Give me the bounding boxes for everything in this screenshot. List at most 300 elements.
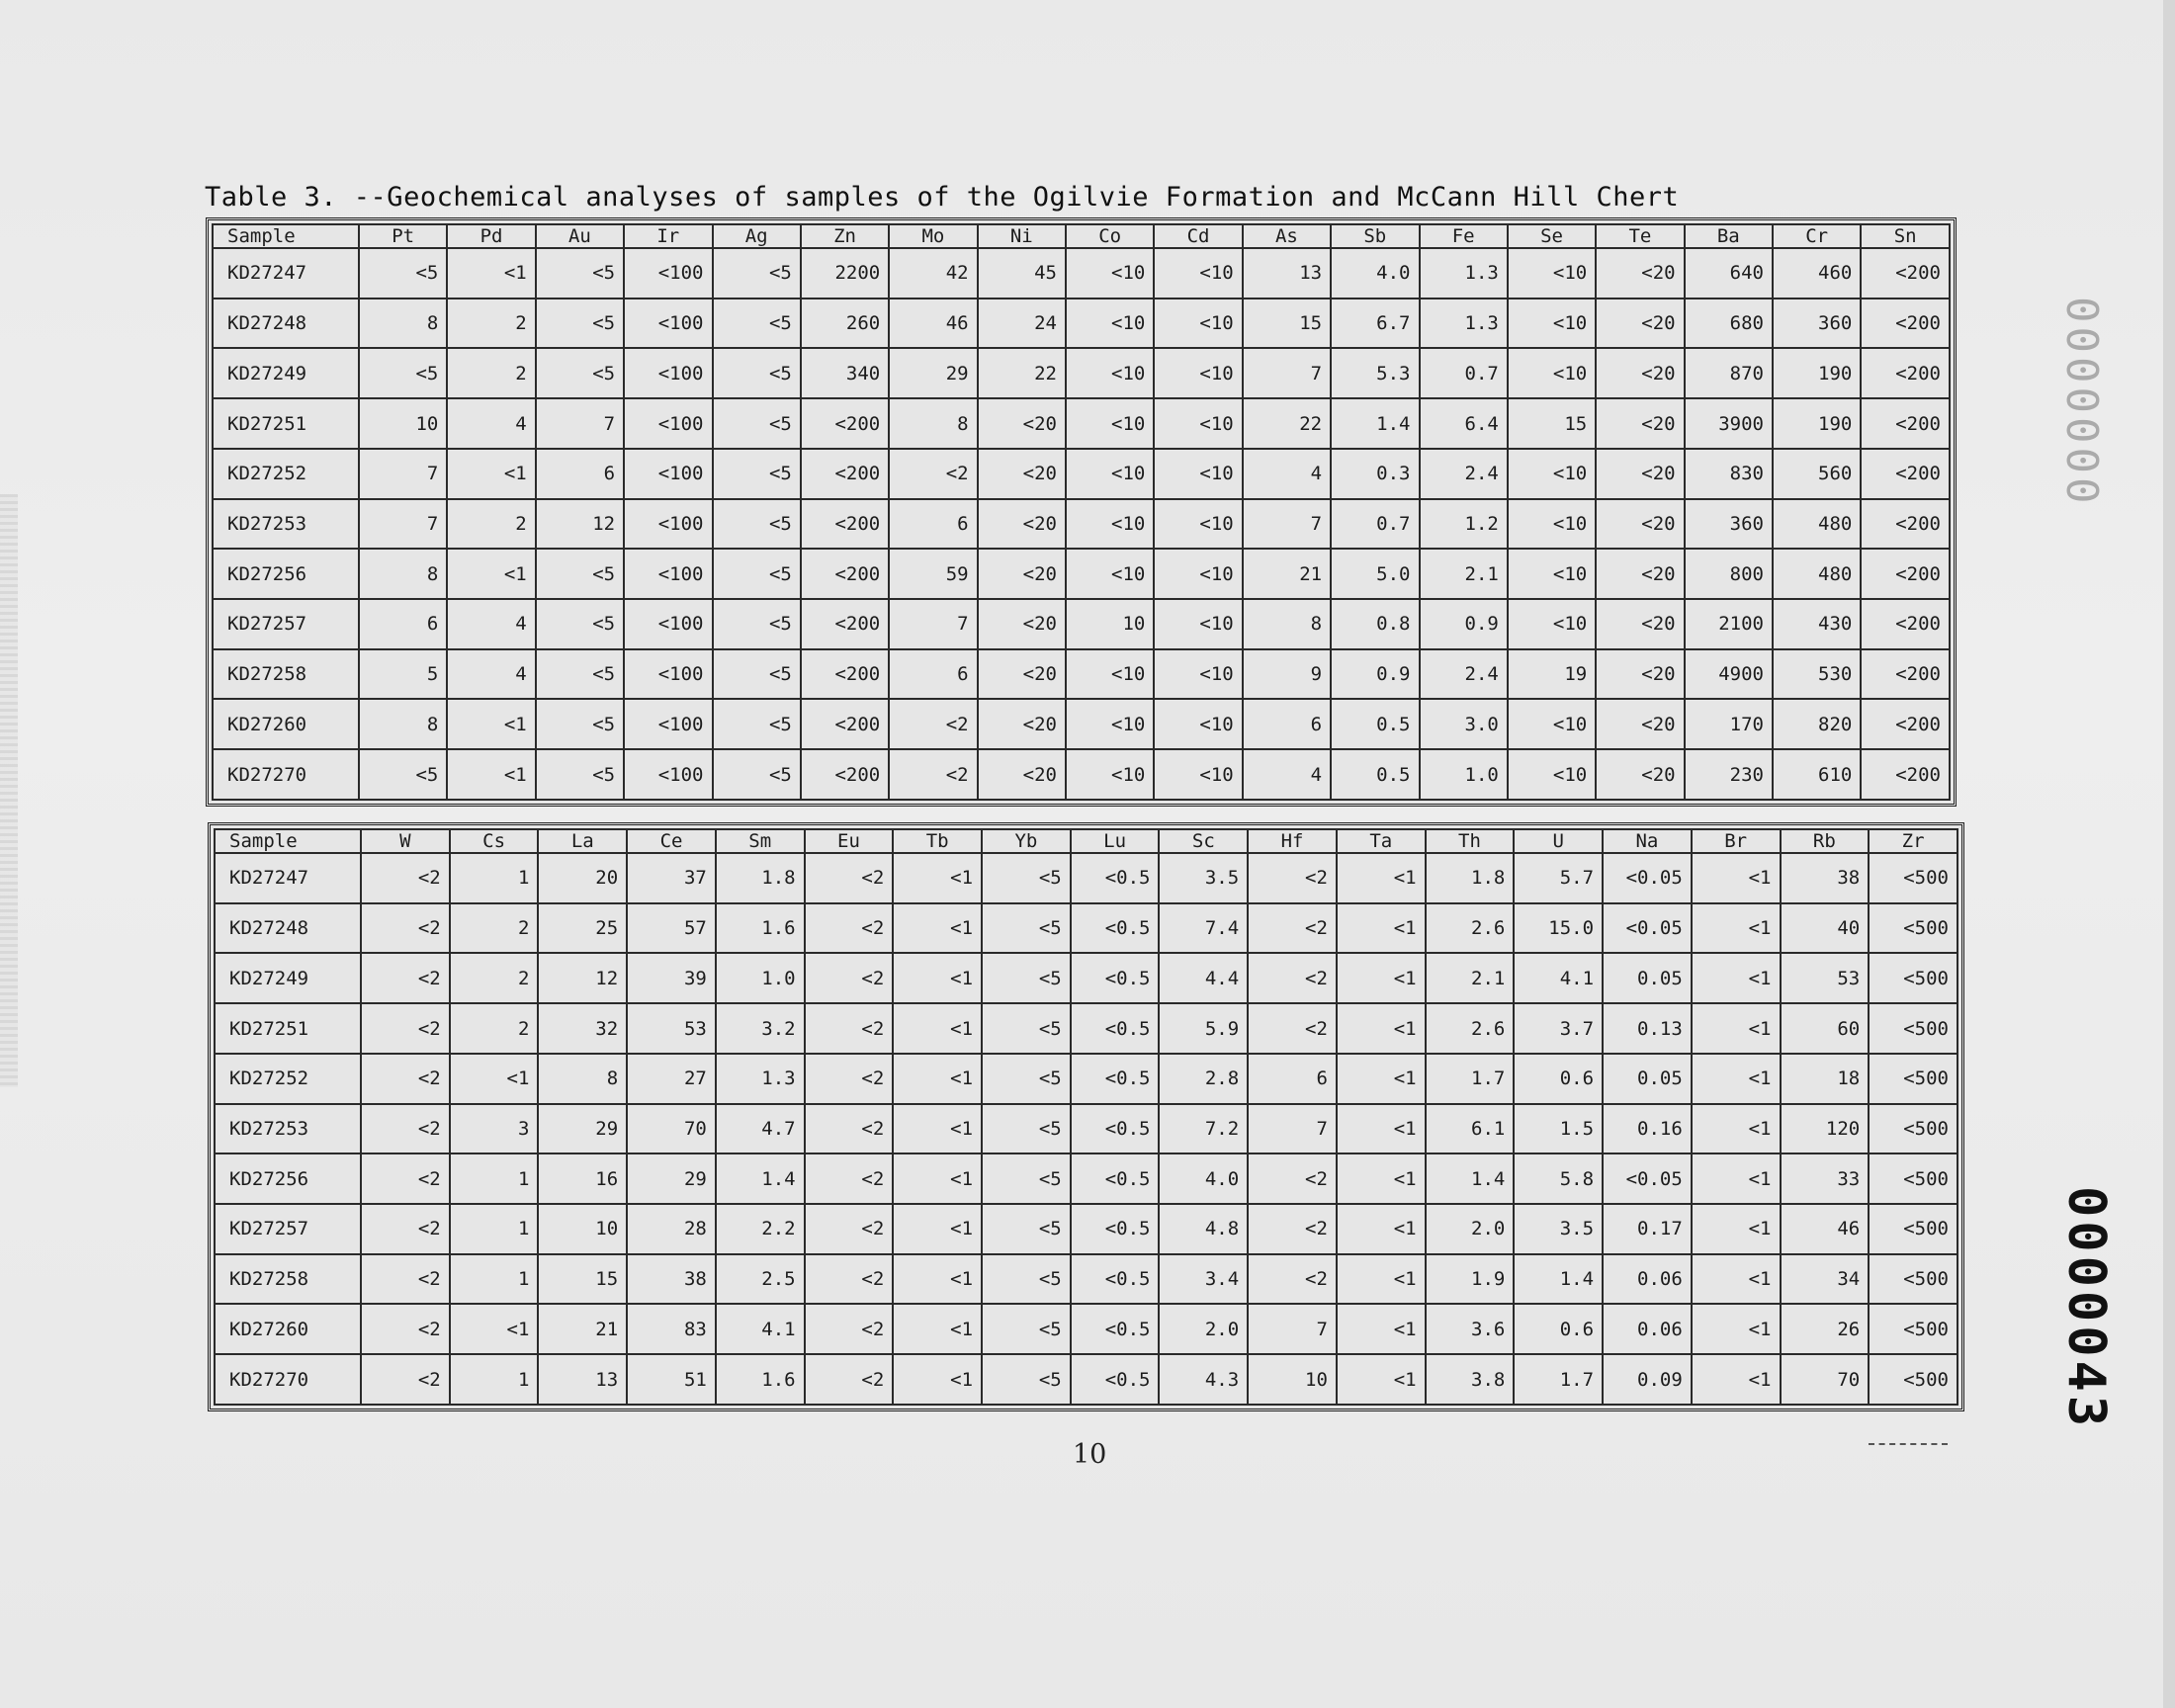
value-cell: <5 <box>982 853 1071 903</box>
value-cell: <200 <box>1861 599 1950 649</box>
value-cell: 530 <box>1773 649 1861 700</box>
column-header: Sample <box>215 829 361 853</box>
value-cell: <10 <box>1066 348 1154 398</box>
value-cell: <1 <box>1337 1254 1426 1305</box>
value-cell: 1 <box>450 1153 539 1204</box>
table-row <box>213 299 1950 349</box>
value-cell: <10 <box>1508 599 1596 649</box>
value-cell: 6 <box>359 599 447 649</box>
value-cell: 22 <box>978 348 1066 398</box>
value-cell: 7 <box>1248 1104 1337 1154</box>
value-cell: 7.2 <box>1159 1104 1248 1154</box>
value-cell: <1 <box>893 1054 982 1104</box>
value-cell: <5 <box>536 549 624 599</box>
table-row <box>213 749 1950 800</box>
column-header: Lu <box>1071 829 1160 853</box>
value-cell: <500 <box>1869 1354 1958 1405</box>
scan-edge-left <box>0 494 18 1087</box>
value-cell: <10 <box>1154 449 1242 499</box>
table-row <box>215 1003 1958 1054</box>
value-cell: 24 <box>978 299 1066 349</box>
value-cell: 15 <box>1243 299 1331 349</box>
value-cell: 2.1 <box>1426 953 1515 1003</box>
value-cell: <10 <box>1154 749 1242 800</box>
value-cell: <10 <box>1154 499 1242 550</box>
value-cell: <2 <box>361 1204 450 1254</box>
value-cell: 4 <box>447 599 535 649</box>
table-body <box>215 853 1958 1405</box>
value-cell: 2.2 <box>716 1204 805 1254</box>
value-cell: 6 <box>1248 1054 1337 1104</box>
sample-id-cell: KD27270 <box>215 1354 361 1405</box>
value-cell: <1 <box>1692 903 1781 954</box>
sample-id-cell: KD27258 <box>213 649 359 700</box>
value-cell: <2 <box>361 853 450 903</box>
value-cell: 83 <box>627 1304 716 1354</box>
archive-stamp: 0000043 <box>2056 1186 2116 1431</box>
value-cell: <20 <box>978 499 1066 550</box>
value-cell: 2.5 <box>716 1254 805 1305</box>
value-cell: <5 <box>982 1354 1071 1405</box>
column-header: Eu <box>805 829 894 853</box>
value-cell: <2 <box>805 1003 894 1054</box>
column-header: La <box>538 829 627 853</box>
column-header: Cr <box>1773 224 1861 248</box>
value-cell: 360 <box>1685 499 1773 550</box>
sample-id-cell: KD27253 <box>213 499 359 550</box>
value-cell: 340 <box>801 348 889 398</box>
column-header: Ta <box>1337 829 1426 853</box>
column-header: Na <box>1603 829 1692 853</box>
value-cell: 29 <box>538 1104 627 1154</box>
table-row <box>215 1104 1958 1154</box>
value-cell: 21 <box>1243 549 1331 599</box>
value-cell: 5.8 <box>1514 1153 1603 1204</box>
value-cell: <5 <box>982 1003 1071 1054</box>
value-cell: 51 <box>627 1354 716 1405</box>
value-cell: <5 <box>982 903 1071 954</box>
sample-id-cell: KD27249 <box>215 953 361 1003</box>
value-cell: <10 <box>1508 549 1596 599</box>
value-cell: 1.7 <box>1426 1054 1515 1104</box>
value-cell: 0.13 <box>1603 1003 1692 1054</box>
value-cell: 37 <box>627 853 716 903</box>
value-cell: <2 <box>1248 1153 1337 1204</box>
table-row <box>215 1054 1958 1104</box>
value-cell: <2 <box>889 449 977 499</box>
table-row <box>213 599 1950 649</box>
value-cell: <20 <box>978 549 1066 599</box>
value-cell: <5 <box>982 1153 1071 1204</box>
value-cell: <0.5 <box>1071 1354 1160 1405</box>
table-row <box>215 903 1958 954</box>
value-cell: 3.6 <box>1426 1304 1515 1354</box>
value-cell: 3 <box>450 1104 539 1154</box>
value-cell: 10 <box>538 1204 627 1254</box>
value-cell: <1 <box>447 449 535 499</box>
value-cell: <2 <box>889 699 977 749</box>
value-cell: 46 <box>889 299 977 349</box>
value-cell: 0.6 <box>1514 1304 1603 1354</box>
value-cell: <200 <box>1861 299 1950 349</box>
table-row <box>213 398 1950 449</box>
value-cell: <10 <box>1066 299 1154 349</box>
value-cell: 20 <box>538 853 627 903</box>
value-cell: <5 <box>359 248 447 299</box>
value-cell: <200 <box>801 649 889 700</box>
archive-stamp-faint: 0000000 <box>2056 297 2107 508</box>
table-row <box>213 248 1950 299</box>
value-cell: <2 <box>1248 853 1337 903</box>
value-cell: 2 <box>447 348 535 398</box>
value-cell: <5 <box>536 299 624 349</box>
value-cell: <0.05 <box>1603 853 1692 903</box>
value-cell: 4 <box>1243 449 1331 499</box>
value-cell: 18 <box>1781 1054 1870 1104</box>
value-cell: 430 <box>1773 599 1861 649</box>
column-header: Ce <box>627 829 716 853</box>
value-cell: <1 <box>1337 1304 1426 1354</box>
value-cell: 0.5 <box>1331 699 1419 749</box>
value-cell: 29 <box>889 348 977 398</box>
value-cell: 57 <box>627 903 716 954</box>
value-cell: <2 <box>1248 1254 1337 1305</box>
value-cell: 5.7 <box>1514 853 1603 903</box>
value-cell: 460 <box>1773 248 1861 299</box>
value-cell: <500 <box>1869 953 1958 1003</box>
value-cell: 4900 <box>1685 649 1773 700</box>
value-cell: <1 <box>1337 953 1426 1003</box>
value-cell: <10 <box>1508 449 1596 499</box>
value-cell: 6.7 <box>1331 299 1419 349</box>
table-row <box>213 699 1950 749</box>
column-header: U <box>1514 829 1603 853</box>
value-cell: 1.6 <box>716 1354 805 1405</box>
value-cell: <2 <box>805 953 894 1003</box>
value-cell: <20 <box>978 699 1066 749</box>
value-cell: <5 <box>713 398 801 449</box>
value-cell: <20 <box>978 398 1066 449</box>
value-cell: 480 <box>1773 549 1861 599</box>
value-cell: 1.8 <box>1426 853 1515 903</box>
value-cell: <10 <box>1066 248 1154 299</box>
value-cell: 28 <box>627 1204 716 1254</box>
value-cell: 5.3 <box>1331 348 1419 398</box>
value-cell: <10 <box>1066 499 1154 550</box>
value-cell: 7 <box>1243 348 1331 398</box>
value-cell: 230 <box>1685 749 1773 800</box>
value-cell: <5 <box>536 649 624 700</box>
value-cell: <1 <box>1692 1054 1781 1104</box>
value-cell: <5 <box>713 348 801 398</box>
value-cell: <10 <box>1508 348 1596 398</box>
value-cell: <20 <box>1596 398 1684 449</box>
value-cell: <0.05 <box>1603 1153 1692 1204</box>
value-cell: <2 <box>805 1254 894 1305</box>
value-cell: <5 <box>713 599 801 649</box>
table-row <box>215 1153 1958 1204</box>
trace-elements-table-1 <box>206 217 1957 807</box>
value-cell: 53 <box>627 1003 716 1054</box>
value-cell: 38 <box>627 1254 716 1305</box>
column-header: Tb <box>893 829 982 853</box>
value-cell: <10 <box>1066 749 1154 800</box>
value-cell: 2 <box>450 953 539 1003</box>
column-header: Sm <box>716 829 805 853</box>
sample-id-cell: KD27248 <box>213 299 359 349</box>
value-cell: 4.3 <box>1159 1354 1248 1405</box>
value-cell: 0.17 <box>1603 1204 1692 1254</box>
value-cell: <1 <box>893 903 982 954</box>
value-cell: 1 <box>450 1204 539 1254</box>
value-cell: 120 <box>1781 1104 1870 1154</box>
value-cell: <200 <box>1861 749 1950 800</box>
value-cell: 4.4 <box>1159 953 1248 1003</box>
value-cell: <5 <box>713 299 801 349</box>
value-cell: 70 <box>627 1104 716 1154</box>
value-cell: 190 <box>1773 348 1861 398</box>
value-cell: <0.5 <box>1071 1304 1160 1354</box>
value-cell: <5 <box>982 1204 1071 1254</box>
value-cell: 5 <box>359 649 447 700</box>
value-cell: <100 <box>624 348 712 398</box>
value-cell: <100 <box>624 549 712 599</box>
value-cell: 2 <box>450 1003 539 1054</box>
value-cell: <200 <box>801 449 889 499</box>
value-cell: 1.9 <box>1426 1254 1515 1305</box>
table-row <box>215 953 1958 1003</box>
value-cell: 1 <box>450 1254 539 1305</box>
sample-id-cell: KD27256 <box>213 549 359 599</box>
value-cell: <5 <box>713 499 801 550</box>
value-cell: <2 <box>361 1153 450 1204</box>
value-cell: 2.0 <box>1426 1204 1515 1254</box>
value-cell: <1 <box>1337 1354 1426 1405</box>
value-cell: <1 <box>1337 1054 1426 1104</box>
value-cell: <10 <box>1508 749 1596 800</box>
value-cell: 29 <box>627 1153 716 1204</box>
sample-id-cell: KD27251 <box>213 398 359 449</box>
value-cell: 9 <box>1243 649 1331 700</box>
value-cell: <10 <box>1066 699 1154 749</box>
table-row <box>213 348 1950 398</box>
value-cell: 1.4 <box>1331 398 1419 449</box>
value-cell: <1 <box>1692 853 1781 903</box>
column-header: Au <box>536 224 624 248</box>
value-cell: <1 <box>893 1204 982 1254</box>
column-header: Hf <box>1248 829 1337 853</box>
value-cell: <5 <box>982 953 1071 1003</box>
column-header: Ba <box>1685 224 1773 248</box>
value-cell: <2 <box>805 853 894 903</box>
table-row <box>215 1304 1958 1354</box>
value-cell: 32 <box>538 1003 627 1054</box>
column-header: Rb <box>1781 829 1870 853</box>
value-cell: <2 <box>805 1054 894 1104</box>
sample-id-cell: KD27257 <box>215 1204 361 1254</box>
value-cell: <20 <box>1596 599 1684 649</box>
value-cell: <500 <box>1869 1104 1958 1154</box>
value-cell: <1 <box>893 1354 982 1405</box>
value-cell: <20 <box>1596 749 1684 800</box>
sample-id-cell: KD27252 <box>215 1054 361 1104</box>
value-cell: 170 <box>1685 699 1773 749</box>
value-cell: 38 <box>1781 853 1870 903</box>
value-cell: 1.3 <box>1420 248 1508 299</box>
value-cell: <1 <box>1337 1153 1426 1204</box>
value-cell: <2 <box>1248 1003 1337 1054</box>
value-cell: <0.5 <box>1071 1254 1160 1305</box>
value-cell: 4.1 <box>1514 953 1603 1003</box>
value-cell: <200 <box>801 699 889 749</box>
value-cell: <5 <box>536 599 624 649</box>
value-cell: 70 <box>1781 1354 1870 1405</box>
value-cell: <10 <box>1066 649 1154 700</box>
value-cell: 8 <box>1243 599 1331 649</box>
value-cell: 0.9 <box>1420 599 1508 649</box>
value-cell: <2 <box>805 1304 894 1354</box>
value-cell: 870 <box>1685 348 1773 398</box>
value-cell: <20 <box>1596 549 1684 599</box>
value-cell: 27 <box>627 1054 716 1104</box>
value-cell: 640 <box>1685 248 1773 299</box>
value-cell: 0.06 <box>1603 1304 1692 1354</box>
column-header: Sc <box>1159 829 1248 853</box>
value-cell: <500 <box>1869 1254 1958 1305</box>
value-cell: <5 <box>982 1304 1071 1354</box>
value-cell: 0.7 <box>1420 348 1508 398</box>
value-cell: 22 <box>1243 398 1331 449</box>
column-header: As <box>1243 224 1331 248</box>
value-cell: <0.05 <box>1603 903 1692 954</box>
sample-id-cell: KD27247 <box>215 853 361 903</box>
value-cell: 3.2 <box>716 1003 805 1054</box>
value-cell: 2.1 <box>1420 549 1508 599</box>
column-header: Zn <box>801 224 889 248</box>
value-cell: 0.6 <box>1514 1054 1603 1104</box>
value-cell: <1 <box>447 749 535 800</box>
value-cell: <5 <box>713 649 801 700</box>
value-cell: 7 <box>1248 1304 1337 1354</box>
value-cell: <2 <box>361 1304 450 1354</box>
value-cell: 7 <box>889 599 977 649</box>
value-cell: <5 <box>982 1254 1071 1305</box>
value-cell: 4.8 <box>1159 1204 1248 1254</box>
column-header: Br <box>1692 829 1781 853</box>
value-cell: <1 <box>1692 953 1781 1003</box>
value-cell: <10 <box>1154 398 1242 449</box>
value-cell: <1 <box>893 1003 982 1054</box>
value-cell: <0.5 <box>1071 1054 1160 1104</box>
value-cell: <0.5 <box>1071 1153 1160 1204</box>
value-cell: <10 <box>1066 449 1154 499</box>
sample-id-cell: KD27260 <box>215 1304 361 1354</box>
value-cell: <0.5 <box>1071 1003 1160 1054</box>
value-cell: 4.7 <box>716 1104 805 1154</box>
value-cell: <100 <box>624 599 712 649</box>
value-cell: 5.0 <box>1331 549 1419 599</box>
value-cell: 40 <box>1781 903 1870 954</box>
value-cell: 7 <box>536 398 624 449</box>
value-cell: <1 <box>1337 1104 1426 1154</box>
value-cell: <1 <box>1692 1254 1781 1305</box>
value-cell: <20 <box>1596 499 1684 550</box>
value-cell: <1 <box>893 1254 982 1305</box>
value-cell: <10 <box>1154 549 1242 599</box>
value-cell: 15 <box>538 1254 627 1305</box>
sample-id-cell: KD27249 <box>213 348 359 398</box>
value-cell: <1 <box>447 549 535 599</box>
value-cell: 1.4 <box>1426 1153 1515 1204</box>
value-cell: <2 <box>805 1204 894 1254</box>
value-cell: 8 <box>359 699 447 749</box>
value-cell: 830 <box>1685 449 1773 499</box>
value-cell: <500 <box>1869 903 1958 954</box>
value-cell: <200 <box>1861 499 1950 550</box>
value-cell: 15.0 <box>1514 903 1603 954</box>
value-cell: <10 <box>1066 549 1154 599</box>
table-row <box>213 649 1950 700</box>
value-cell: 3.5 <box>1159 853 1248 903</box>
value-cell: <2 <box>805 903 894 954</box>
value-cell: <200 <box>1861 649 1950 700</box>
value-cell: 610 <box>1773 749 1861 800</box>
column-header: Sample <box>213 224 359 248</box>
value-cell: <100 <box>624 449 712 499</box>
value-cell: 480 <box>1773 499 1861 550</box>
table-row <box>215 1204 1958 1254</box>
value-cell: 0.7 <box>1331 499 1419 550</box>
value-cell: <5 <box>982 1104 1071 1154</box>
value-cell: 1.6 <box>716 903 805 954</box>
column-header: Cd <box>1154 224 1242 248</box>
value-cell: <2 <box>361 1054 450 1104</box>
value-cell: 1.0 <box>1420 749 1508 800</box>
value-cell: 2100 <box>1685 599 1773 649</box>
value-cell: 3900 <box>1685 398 1773 449</box>
value-cell: <2 <box>1248 1204 1337 1254</box>
value-cell: 7 <box>359 449 447 499</box>
value-cell: <1 <box>893 1304 982 1354</box>
value-cell: 21 <box>538 1304 627 1354</box>
column-header: Te <box>1596 224 1684 248</box>
value-cell: <5 <box>982 1054 1071 1104</box>
value-cell: 19 <box>1508 649 1596 700</box>
value-cell: 46 <box>1781 1204 1870 1254</box>
trace-elements-table-2 <box>208 822 1964 1411</box>
page-number: 10 <box>1073 1439 1107 1470</box>
value-cell: 12 <box>536 499 624 550</box>
value-cell: 7 <box>359 499 447 550</box>
value-cell: <5 <box>536 348 624 398</box>
value-cell: <20 <box>1596 449 1684 499</box>
column-header: Zr <box>1869 829 1958 853</box>
value-cell: 4.1 <box>716 1304 805 1354</box>
value-cell: <1 <box>893 1104 982 1154</box>
value-cell: 2.6 <box>1426 903 1515 954</box>
value-cell: <200 <box>801 549 889 599</box>
value-cell: 1.2 <box>1420 499 1508 550</box>
value-cell: <200 <box>1861 348 1950 398</box>
value-cell: 6 <box>1243 699 1331 749</box>
value-cell: <1 <box>450 1304 539 1354</box>
value-cell: <500 <box>1869 1204 1958 1254</box>
value-cell: <5 <box>536 248 624 299</box>
value-cell: 800 <box>1685 549 1773 599</box>
value-cell: <200 <box>801 599 889 649</box>
value-cell: <5 <box>713 699 801 749</box>
value-cell: <200 <box>801 398 889 449</box>
